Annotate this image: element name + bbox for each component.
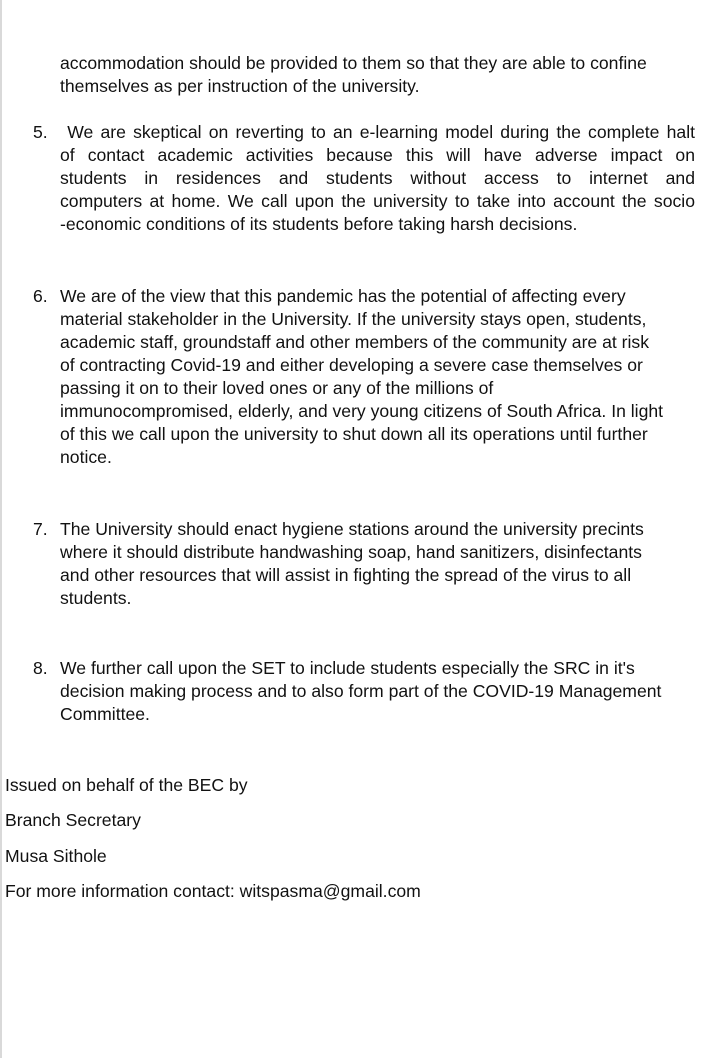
text-line: themselves as per instruction of the university. bbox=[60, 76, 420, 96]
text-line: The University should enact hygiene stations around the university precints bbox=[60, 519, 644, 539]
text-line: accommodation should be provided to them so that they are able to confine bbox=[60, 53, 647, 73]
text-line: passing it on to their loved ones or any of the millions of bbox=[60, 378, 494, 398]
text-line: decision making process and to also form part of the COVID-19 Management bbox=[60, 681, 662, 701]
text-line: immunocompromised, elderly, and very young citizens of South Africa. In light bbox=[60, 401, 664, 421]
list-item-text bbox=[60, 657, 695, 726]
text-line: Committee. bbox=[60, 704, 150, 724]
text-line: -economic conditions of its students before taking harsh decisions. bbox=[60, 214, 578, 234]
text-line: computers at home. We call upon the university to take into account the socio bbox=[60, 191, 695, 211]
list-item-text bbox=[60, 518, 695, 610]
list-item-text bbox=[60, 285, 695, 469]
text-line: students in residences and students without access to internet and bbox=[60, 168, 695, 188]
text-line: We are skeptical on reverting to an e-learning model during the complete halt bbox=[60, 122, 695, 142]
text-line: students. bbox=[60, 588, 132, 608]
text-line: of contact academic activities because this will have adverse impact on bbox=[60, 145, 695, 165]
contact-line: For more information contact: witspasma@gmail.com bbox=[5, 881, 421, 901]
text-line: material stakeholder in the University. If the university stays open, students, bbox=[60, 309, 647, 329]
list-number: 5. bbox=[33, 122, 48, 142]
text-line: We are of the view that this pandemic has the potential of affecting every bbox=[60, 286, 626, 306]
issued-by-line: Issued on behalf of the BEC by bbox=[5, 775, 248, 795]
continuation-paragraph bbox=[60, 52, 690, 98]
text-line: where it should distribute handwashing soap, hand sanitizers, disinfectants bbox=[60, 542, 642, 562]
text-line: of this we call upon the university to shut down all its operations until further bbox=[60, 424, 648, 444]
list-number: 7. bbox=[33, 519, 48, 539]
text-line: notice. bbox=[60, 447, 112, 467]
list-number: 8. bbox=[33, 658, 48, 678]
signatory-role: Branch Secretary bbox=[5, 810, 141, 830]
text-line: and other resources that will assist in fighting the spread of the virus to all bbox=[60, 565, 632, 585]
list-item-text bbox=[60, 121, 695, 236]
signatory-name: Musa Sithole bbox=[5, 846, 107, 866]
list-number: 6. bbox=[33, 286, 48, 306]
text-line: We further call upon the SET to include students especially the SRC in it's bbox=[60, 658, 635, 678]
text-line: academic staff, groundstaff and other members of the community are at risk bbox=[60, 332, 650, 352]
text-line: of contracting Covid-19 and either developing a severe case themselves or bbox=[60, 355, 643, 375]
